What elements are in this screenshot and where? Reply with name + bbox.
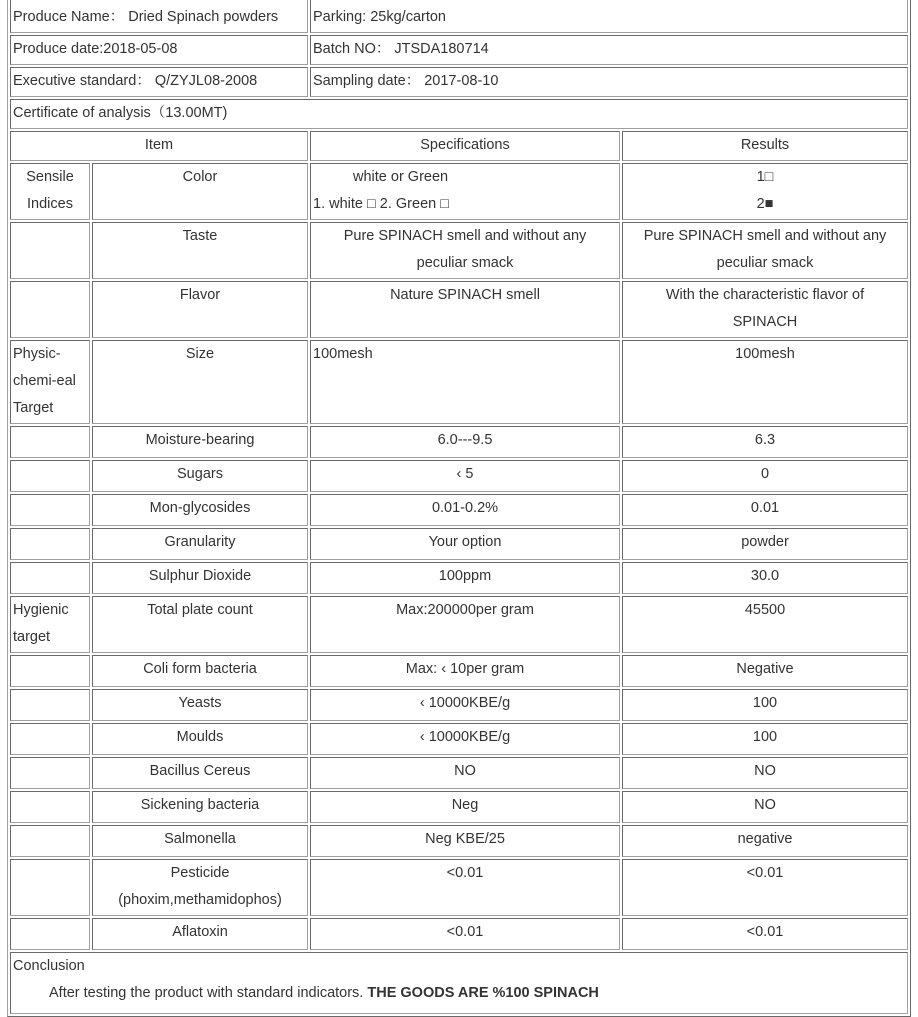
result-value: powder (622, 528, 908, 560)
result-value: negative (622, 825, 908, 857)
conclusion-verdict: THE GOODS ARE %100 SPINACH (367, 985, 599, 1001)
spec-value: <0.01 (310, 918, 620, 950)
table-row (10, 859, 908, 916)
group-cell-empty (10, 757, 90, 789)
table-row (10, 825, 908, 857)
table-row-color (10, 163, 908, 220)
parking: Parking: 25kg/carton (310, 0, 908, 33)
item-name: Bacillus Cereus (92, 757, 308, 789)
table-row (10, 562, 908, 594)
spec-line-1: white or Green (353, 169, 449, 185)
spec-value: Max:200000per gram (310, 596, 620, 653)
sampling-date: Sampling date： 2017-08-10 (310, 67, 908, 97)
table-row (10, 426, 908, 458)
column-header-row (10, 131, 908, 161)
spec-value: Your option (310, 528, 620, 560)
item-name: Granularity (92, 528, 308, 560)
item-name: Sickening bacteria (92, 791, 308, 823)
spec-line-2: 1. white □ 2. Green □ (313, 196, 449, 212)
conclusion-label: Conclusion (13, 958, 85, 974)
table-row (10, 918, 908, 950)
group-cell-empty (10, 281, 90, 338)
item-name: Sugars (92, 460, 308, 492)
item-name: Moulds (92, 723, 308, 755)
result-line-1: 1□ (756, 169, 774, 185)
spec-value: ‹ 5 (310, 460, 620, 492)
spec-value: Nature SPINACH smell (310, 281, 620, 338)
table-row (10, 494, 908, 526)
item-name: Total plate count (92, 596, 308, 653)
item-name: Moisture-bearing (92, 426, 308, 458)
result-value: Negative (622, 655, 908, 687)
result-value: 0.01 (622, 494, 908, 526)
spec-value: <0.01 (310, 859, 620, 916)
spec-value: NO (310, 757, 620, 789)
table-row (10, 460, 908, 492)
group-cell-empty (10, 918, 90, 950)
group-cell-empty (10, 460, 90, 492)
item-name: Yeasts (92, 689, 308, 721)
group-label-physic: Physic-chemi-eal Target (10, 340, 90, 424)
produce-name: Produce Name： Dried Spinach powders (10, 0, 308, 33)
certificate-row (10, 99, 908, 129)
spec-value: 0.01-0.2% (310, 494, 620, 526)
result-value: <0.01 (622, 918, 908, 950)
column-header-results: Results (622, 131, 908, 161)
result-value (622, 163, 908, 220)
header-row-2 (10, 35, 908, 65)
table-row (10, 528, 908, 560)
table-row (10, 723, 908, 755)
header-row-3 (10, 67, 908, 97)
spec-value: 100mesh (310, 340, 620, 424)
result-value: 30.0 (622, 562, 908, 594)
result-value: Pure SPINACH smell and without any peculiar smack (622, 222, 908, 279)
result-line-2: 2■ (756, 196, 774, 212)
group-cell-empty (10, 562, 90, 594)
group-label-hygienic: Hygienic target (10, 596, 90, 653)
column-header-item: Item (10, 131, 308, 161)
group-cell-empty (10, 825, 90, 857)
produce-date: Produce date:2018-05-08 (10, 35, 308, 65)
spec-value: Neg (310, 791, 620, 823)
result-value: With the characteristic flavor of SPINACH (622, 281, 908, 338)
group-cell-empty (10, 655, 90, 687)
table-row (10, 791, 908, 823)
column-header-specifications: Specifications (310, 131, 620, 161)
result-value: NO (622, 757, 908, 789)
result-value: 0 (622, 460, 908, 492)
table-row (10, 757, 908, 789)
group-cell-empty (10, 723, 90, 755)
group-label-sensile: Sensile Indices (10, 163, 90, 220)
item-name: Flavor (92, 281, 308, 338)
group-cell-empty (10, 494, 90, 526)
certificate-title: Certificate of analysis（13.00MT) (10, 99, 908, 129)
group-cell-empty (10, 222, 90, 279)
item-name: Mon-glycosides (92, 494, 308, 526)
result-value: 100 (622, 723, 908, 755)
batch-number: Batch NO： JTSDA180714 (310, 35, 908, 65)
analysis-table (7, 0, 911, 1017)
item-name: Aflatoxin (92, 918, 308, 950)
group-cell-empty (10, 859, 90, 916)
table-row (10, 689, 908, 721)
item-name: Coli form bacteria (92, 655, 308, 687)
conclusion-text (13, 980, 905, 1007)
group-cell-empty (10, 426, 90, 458)
result-value: 100 (622, 689, 908, 721)
spec-value: 6.0---9.5 (310, 426, 620, 458)
table-row (10, 222, 908, 279)
group-cell-empty (10, 528, 90, 560)
result-value: NO (622, 791, 908, 823)
spec-value: Max: ‹ 10per gram (310, 655, 620, 687)
spec-value (310, 163, 620, 220)
item-name: Salmonella (92, 825, 308, 857)
item-name: Pesticide (phoxim,methamidophos) (92, 859, 308, 916)
conclusion-body: After testing the product with standard indicators. (49, 985, 368, 1001)
conclusion-cell (10, 952, 908, 1014)
item-name: Taste (92, 222, 308, 279)
table-row (10, 281, 908, 338)
table-row (10, 655, 908, 687)
result-value: 100mesh (622, 340, 908, 424)
spec-value: ‹ 10000KBE/g (310, 689, 620, 721)
result-value: <0.01 (622, 859, 908, 916)
group-cell-empty (10, 689, 90, 721)
spec-value: 100ppm (310, 562, 620, 594)
item-name: Size (92, 340, 308, 424)
spec-value: Neg KBE/25 (310, 825, 620, 857)
spec-value: Pure SPINACH smell and without any peculiar smack (310, 222, 620, 279)
header-row-1 (10, 0, 908, 33)
item-name: Sulphur Dioxide (92, 562, 308, 594)
conclusion-row (10, 952, 908, 1014)
result-value: 6.3 (622, 426, 908, 458)
result-value: 45500 (622, 596, 908, 653)
table-row (10, 596, 908, 653)
spec-value: ‹ 10000KBE/g (310, 723, 620, 755)
group-cell-empty (10, 791, 90, 823)
table-row (10, 340, 908, 424)
certificate-document (7, 0, 911, 1017)
item-name: Color (92, 163, 308, 220)
executive-standard: Executive standard： Q/ZYJL08-2008 (10, 67, 308, 97)
